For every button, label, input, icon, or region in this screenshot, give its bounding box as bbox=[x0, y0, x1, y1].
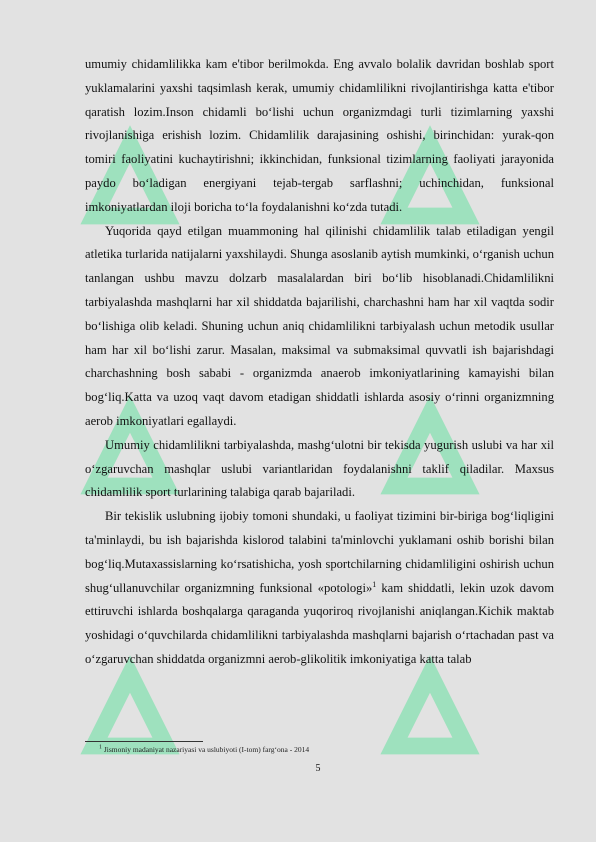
footnote-number: 1 bbox=[99, 744, 102, 751]
page-body bbox=[85, 53, 554, 672]
footnote-text: Jismoniy madaniyat nazariyasi va uslubiyoti (I-tom) farg‘ona - 2014 bbox=[103, 745, 310, 754]
paragraph: Umumiy chidamlilikni tarbiyalashda, mashg‘ulotni bir tekisda yugurish uslubi va har xil o‘zgaruvchan mashqlar uslubi variantlaridan foydalanishni taklif qiladilar. Maxsus chidamlilik sport turlarining talabiga qarab bajariladi. bbox=[85, 437, 554, 500]
paragraph-text: kam shiddatli, lekin uzok davom ettiruvchi ishlarda boshqalarga qaraganda yuqoriroq rivojlanishi aniqlangan.Kichik maktab yoshidagi o‘quvchilarda chidamlilikni tarbiyalashda mashqlarni bajarish o‘rtachadan past va o‘zgaruvchan shiddatda organizmni aerob-glikolitik imkoniyatiga katta talab bbox=[85, 580, 554, 666]
paragraph: umumiy chidamlilikka kam e'tibor berilmokda. Eng avvalo bolalik davridan boshlab sport yuklamalarini yaxshi taqsimlash kerak, umumiy chidamlilikni rivojlantirishga katta e'tibor qaratish lozim.Inson chidamli bo‘lishi uchun organizmdagi turli tizimlarning yaxshi rivojlanishiga erishish lozim. Chidamlilik darajasining oshishi, birinchidan: yurak-qon tomiri faoliyatini kuchaytirishni; ikkinchidan, funksional tizimlarning faoliyati jarayonida paydo bo‘ladigan energiyani tejab-tergab sarflashni; uchinchidan, funksional imkoniyatlardan iloji boricha to‘la foydalanishni ko‘zda tutadi. bbox=[85, 57, 554, 214]
paragraph-text: Bir tekislik uslubning ijobiy tomoni shundaki, u faoliyat tizimini bir-biriga bog‘liqligini ta'minlaydi, bu ish bajarishda kislorod talabini ta'minlovchi yuklamani oshib borishi bilan bog‘liq.Mutaxassislarning ko‘rsatishicha, yosh sportchilarning chidamliligini oshirish uchun shug‘ullanuvchilar organizmning funksional «potologi» bbox=[85, 509, 554, 595]
page-number: 5 bbox=[315, 763, 321, 774]
footnote bbox=[99, 745, 309, 755]
footnote-divider bbox=[85, 741, 203, 742]
footnote-reference[interactable]: 1 bbox=[372, 579, 377, 589]
paragraph bbox=[85, 505, 554, 672]
paragraph: Yuqorida qayd etilgan muammoning hal qilinishi chidamlilik talab etiladigan yengil atletika turlarida natijalarni yaxshilaydi. Shunga asoslanib aytish mumkinki, o‘rganish uchun tanlangan ushbu mavzu dolzarb masalalardan biri bo‘lib hisoblanadi.Chidamlilikni tarbiyalashda mashqlarni har xil shiddatda bajarilishi, charchashni ham har xil vaqtda sodir bo‘lishiga olib keladi. Shuning uchun aniq chidamlilikni tarbiyalash uchun metodik usullar ham har xil bo‘lishi zarur. Masalan, maksimal va submaksimal quvvatli ish bajarishdagi charchashning bosh sababi - organizmda anaerob imkoniyatlarining kamayishi bilan bog‘liq.Katta va uzoq vaqt davom etadigan shiddatli ishlarda asosiy o‘rinni organizmning aerob imkoniyatlari egallaydi. bbox=[85, 223, 554, 428]
